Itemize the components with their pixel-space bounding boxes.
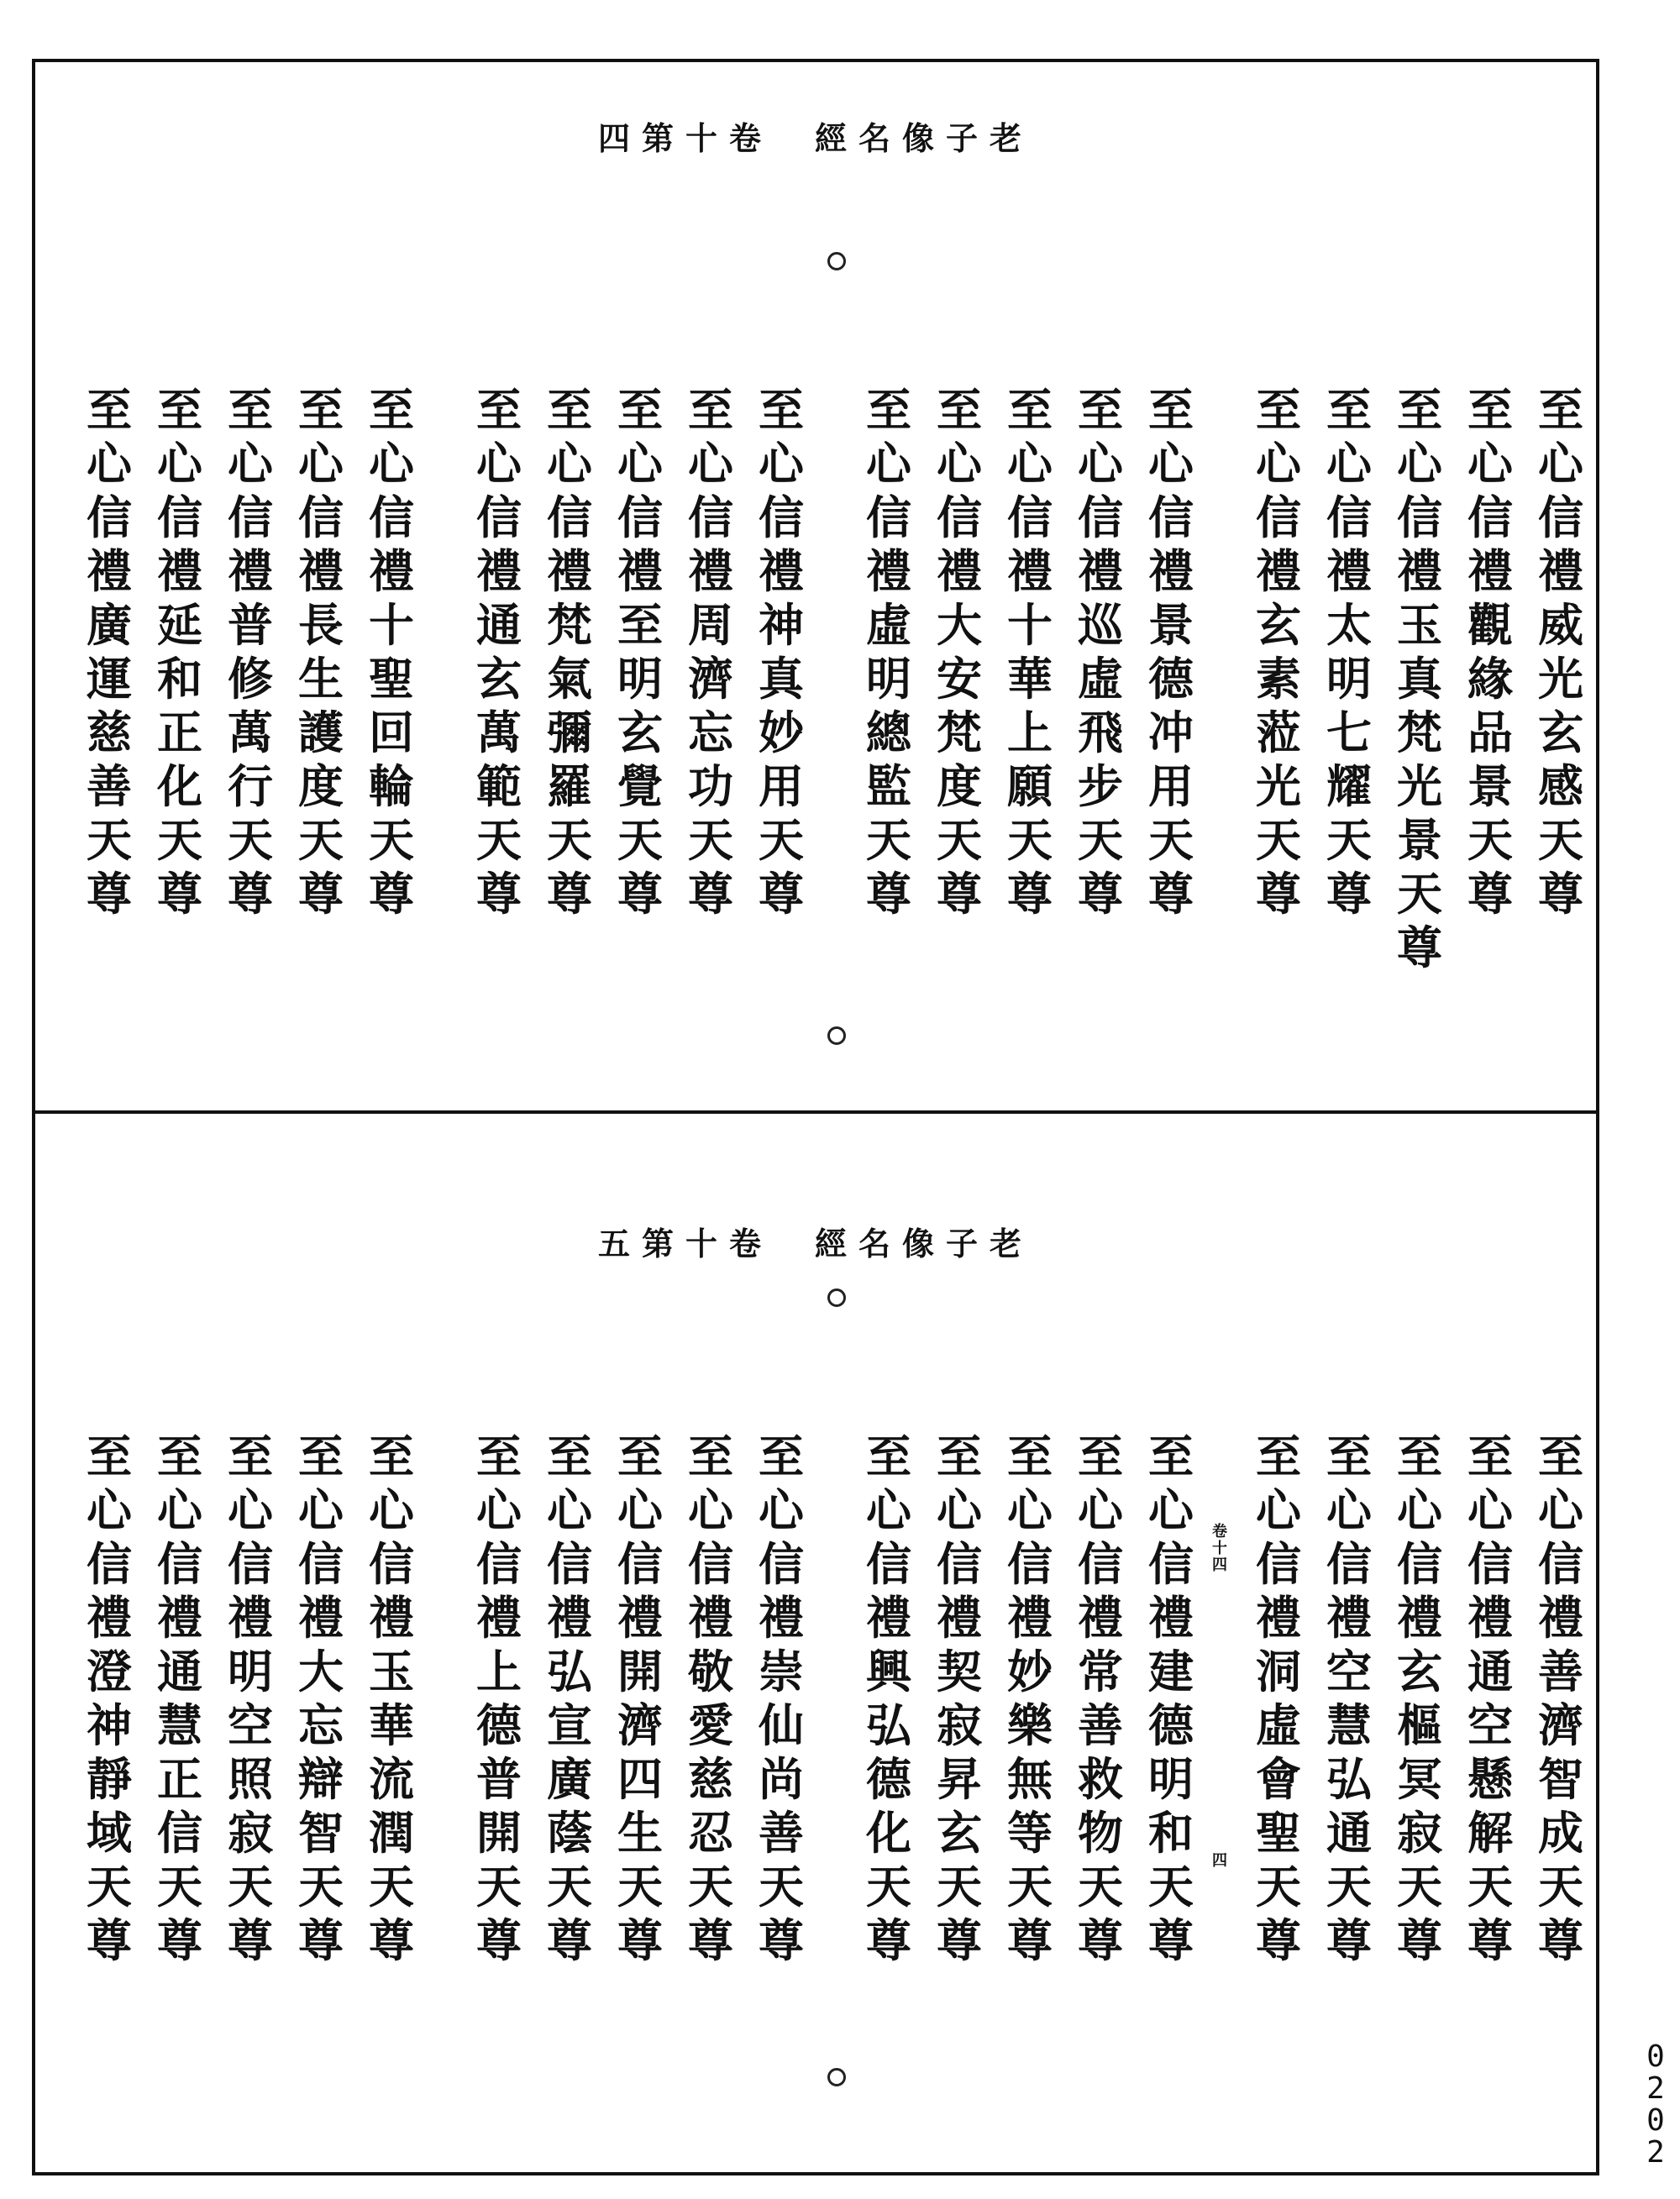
top-section-gap xyxy=(427,383,464,974)
bottom-text-column: 至 心 信 禮 善 濟 智 成 天 尊 xyxy=(1538,1430,1583,1967)
top-text-column: 至 心 信 禮 十 聖 回 輪 天 尊 xyxy=(369,383,414,921)
top-text-column: 至 心 信 禮 至 明 玄 覺 天 尊 xyxy=(617,383,663,921)
top-text-column: 至 心 信 禮 威 光 玄 感 天 尊 xyxy=(1538,383,1583,921)
top-text-column: 至 心 信 禮 廣 運 慈 善 天 尊 xyxy=(87,383,132,921)
bottom-text-column: 至 心 信 禮 契 寂 昇 玄 天 尊 xyxy=(937,1430,982,1967)
bottom-text-column: 至 心 信 禮 玄 樞 冥 寂 天 尊 xyxy=(1397,1430,1442,1967)
binding-hole-bottom-1 xyxy=(827,1288,846,1307)
bottom-text-column: 至 心 信 禮 澄 神 靜 域 天 尊 xyxy=(87,1430,132,1967)
bottom-text-column: 至 心 信 禮 常 善 救 物 天 尊 xyxy=(1078,1430,1123,1967)
top-text-column: 至 心 信 禮 神 真 妙 用 天 尊 xyxy=(759,383,804,921)
top-header-title: 經名像子老 xyxy=(815,119,1034,157)
binding-hole-top-1 xyxy=(827,252,846,270)
top-text-column: 至 心 信 禮 普 修 萬 行 天 尊 xyxy=(228,383,273,921)
bottom-header-juan: 五第十卷 xyxy=(597,1225,773,1262)
top-header-juan: 四第十卷 xyxy=(597,119,773,157)
top-text-column: 至 心 信 禮 大 安 梵 度 天 尊 xyxy=(937,383,982,921)
bottom-columns xyxy=(35,1430,1596,1967)
top-header xyxy=(35,113,1596,159)
bottom-section-gap xyxy=(816,1430,853,1967)
margin-note-lower: 四 xyxy=(1212,1852,1227,1870)
bottom-header-title: 經名像子老 xyxy=(815,1225,1034,1262)
bottom-text-column: 至 心 信 禮 洞 虛 會 聖 天 尊 xyxy=(1256,1430,1301,1967)
bottom-text-column: 至 心 信 禮 建 德 明 和 天 尊 xyxy=(1148,1430,1194,1967)
bottom-text-column: 至 心 信 禮 通 空 懸 解 天 尊 xyxy=(1467,1430,1513,1967)
bottom-text-column: 至 心 信 禮 大 忘 辯 智 天 尊 xyxy=(298,1430,344,1967)
bottom-text-column: 至 心 信 禮 開 濟 四 生 天 尊 xyxy=(617,1430,663,1967)
bottom-header xyxy=(35,1218,1596,1264)
bottom-text-column: 至 心 信 禮 崇 仙 尚 善 天 尊 xyxy=(759,1430,804,1967)
page-number-text: 0 2 0 2 xyxy=(1646,2039,1665,2170)
top-text-column: 至 心 信 禮 景 德 冲 用 天 尊 xyxy=(1148,383,1194,921)
top-text-column: 至 心 信 禮 長 生 護 度 天 尊 xyxy=(298,383,344,921)
bottom-text-column: 至 心 信 禮 通 慧 正 信 天 尊 xyxy=(157,1430,202,1967)
top-text-column: 至 心 信 禮 周 濟 忘 功 天 尊 xyxy=(688,383,733,921)
bottom-text-column: 至 心 信 禮 空 慧 弘 通 天 尊 xyxy=(1326,1430,1372,1967)
bottom-text-column: 至 心 信 禮 弘 宣 廣 蔭 天 尊 xyxy=(547,1430,592,1967)
bottom-text-column: 至 心 信 禮 妙 樂 無 等 天 尊 xyxy=(1007,1430,1053,1967)
bottom-text-column: 至 心 信 禮 上 德 普 開 天 尊 xyxy=(476,1430,522,1967)
bottom-panel xyxy=(35,1114,1596,2172)
top-text-column: 至 心 信 禮 梵 氣 彌 羅 天 尊 xyxy=(547,383,592,921)
bottom-text-column: 至 心 信 禮 興 弘 德 化 天 尊 xyxy=(866,1430,911,1967)
bottom-section-gap xyxy=(1206,1430,1243,1967)
top-text-column: 至 心 信 禮 通 玄 萬 範 天 尊 xyxy=(476,383,522,921)
top-text-column: 至 心 信 禮 觀 緣 品 景 天 尊 xyxy=(1467,383,1513,921)
top-text-column: 至 心 信 禮 虛 明 總 監 天 尊 xyxy=(866,383,911,921)
margin-note-upper: 卷十四 xyxy=(1212,1523,1227,1574)
bottom-text-column: 至 心 信 禮 敬 愛 慈 忍 天 尊 xyxy=(688,1430,733,1967)
top-text-column: 至 心 信 禮 太 明 七 耀 天 尊 xyxy=(1326,383,1372,921)
page-number xyxy=(1641,2041,1670,2169)
top-text-column: 至 心 信 禮 玄 素 蒞 光 天 尊 xyxy=(1256,383,1301,921)
bottom-section-gap xyxy=(427,1430,464,1967)
top-text-column: 至 心 信 禮 巡 虛 飛 步 天 尊 xyxy=(1078,383,1123,921)
top-columns xyxy=(35,383,1596,974)
top-section-gap xyxy=(1206,383,1243,974)
bottom-text-column: 至 心 信 禮 玉 華 流 潤 天 尊 xyxy=(369,1430,414,1967)
bottom-text-column: 至 心 信 禮 明 空 照 寂 天 尊 xyxy=(228,1430,273,1967)
top-section-gap xyxy=(816,383,853,974)
binding-hole-bottom-2 xyxy=(827,2068,846,2086)
top-text-column: 至 心 信 禮 延 和 正 化 天 尊 xyxy=(157,383,202,921)
binding-hole-top-2 xyxy=(827,1026,846,1045)
top-text-column: 至 心 信 禮 十 華 上 願 天 尊 xyxy=(1007,383,1053,921)
top-panel xyxy=(35,62,1596,1110)
top-text-column: 至 心 信 禮 玉 真 梵 光 景 天 尊 xyxy=(1397,383,1442,974)
